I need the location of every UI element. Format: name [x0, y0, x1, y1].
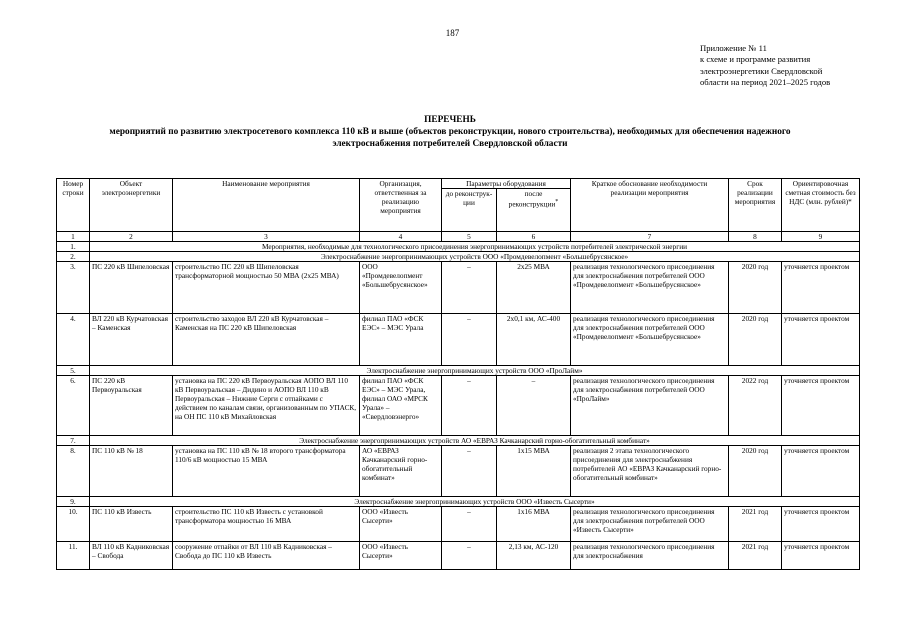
cell-measure: установка на ПС 220 кВ Первоуральская АОПО ВЛ 110 кВ Первоуральская – Дидино и АОПО ВЛ 110 кВ Первоуральская – Нижние Серги с отпайками с действием по каналам связи, организованным по УПАСК, на ОН ПС 110 кВ Михайловская — [173, 376, 360, 436]
table-row — [57, 314, 860, 366]
cell-before: – — [442, 446, 497, 497]
cell-deadline: 2021 год — [729, 507, 782, 542]
section-title: Электроснабжение энергопринимающих устройств ООО «Промдевелопмент «Большебрусянское» — [90, 252, 860, 262]
col-number: 3 — [173, 232, 360, 242]
appendix-line: к схеме и программе развития — [700, 54, 811, 65]
cell-object: ПС 220 кВ Первоуральская — [90, 376, 173, 436]
cell-org: ООО «Известь Сысерти» — [360, 507, 442, 542]
col-number: 1 — [57, 232, 90, 242]
cell-justification: реализация технологического присоединения для электроснабжения потребителей ООО «ПроЛайм» — [571, 376, 729, 436]
cell-after: 2х25 МВА — [497, 262, 571, 314]
table-row — [57, 542, 860, 570]
cell-after: 1х16 МВА — [497, 507, 571, 542]
cell-after: – — [497, 376, 571, 436]
cell-cost: уточняется проектом — [782, 376, 860, 436]
cell-object: ВЛ 220 кВ Курчатовская – Каменская — [90, 314, 173, 366]
row-number: 4. — [57, 314, 90, 366]
footnote-mark: * — [555, 199, 559, 205]
row-number: 8. — [57, 446, 90, 497]
header-num: Номер строки — [57, 179, 90, 232]
cell-after: 2х0,1 км, АС-400 — [497, 314, 571, 366]
table-row — [57, 376, 860, 436]
cell-org: филиал ПАО «ФСК ЕЭС» – МЭС Урала, филиал ОАО «МРСК Урала» – «Свердловэнерго» — [360, 376, 442, 436]
row-number: 1. — [57, 242, 90, 252]
cell-justification: реализация технологического присоединения для электроснабжения потребителей ООО «Промдевелопмент «Большебрусянское» — [571, 262, 729, 314]
col-number: 4 — [360, 232, 442, 242]
cell-before: – — [442, 507, 497, 542]
section-title: Электроснабжение энергопринимающих устройств ООО «ПроЛайм» — [90, 366, 860, 376]
cell-deadline: 2020 год — [729, 446, 782, 497]
title-heading: ПЕРЕЧЕНЬ — [424, 115, 476, 125]
column-numbers-row — [57, 232, 860, 242]
header-deadline: Срок реализации мероприятия — [729, 179, 782, 232]
section-row — [57, 497, 860, 507]
header-cost: Ориентировочная сметная стоимость без НДС (млн. рублей)* — [782, 179, 860, 232]
header-org: Организация, ответственная за реализацию мероприятия — [360, 179, 442, 232]
row-number: 7. — [57, 436, 90, 446]
row-number: 9. — [57, 497, 90, 507]
section-row — [57, 436, 860, 446]
cell-deadline: 2022 год — [729, 376, 782, 436]
cell-measure: строительство ПС 110 кВ Известь с установкой трансформатора мощностью 16 МВА — [173, 507, 360, 542]
header-after — [497, 189, 571, 232]
row-number: 3. — [57, 262, 90, 314]
cell-before: – — [442, 262, 497, 314]
cell-deadline: 2021 год — [729, 542, 782, 570]
cell-measure: строительство ПС 220 кВ Шипеловская трансформаторной мощностью 50 МВА (2х25 МВА) — [173, 262, 360, 314]
table-row — [57, 507, 860, 542]
table-row — [57, 446, 860, 497]
document-title — [60, 114, 840, 150]
title-line: электроснабжения потребителей Свердловской области — [332, 139, 568, 149]
cell-cost: уточняется проектом — [782, 446, 860, 497]
header-row — [57, 179, 860, 189]
cell-object: ПС 110 кВ № 18 — [90, 446, 173, 497]
section-title: Электроснабжение энергопринимающих устройств АО «ЕВРАЗ Качканарский горно-обогатительный комбинат» — [90, 436, 860, 446]
section-row — [57, 366, 860, 376]
cell-before: – — [442, 376, 497, 436]
cell-cost: уточняется проектом — [782, 262, 860, 314]
row-number: 11. — [57, 542, 90, 570]
col-number: 6 — [497, 232, 571, 242]
cell-measure: сооружение отпайки от ВЛ 110 кВ Кадниковская – Свобода до ПС 110 кВ Известь — [173, 542, 360, 570]
title-line: мероприятий по развитию электросетевого комплекса 110 кВ и выше (объектов реконструкции, нового строительства), необходимых для обеспечения надежного — [109, 127, 791, 137]
appendix-note — [700, 43, 830, 89]
col-number: 5 — [442, 232, 497, 242]
cell-before: – — [442, 542, 497, 570]
page-number: 187 — [445, 28, 460, 38]
cell-before: – — [442, 314, 497, 366]
col-number: 2 — [90, 232, 173, 242]
section-title: Мероприятия, необходимые для технологического присоединения энергопринимающих устройств потребителей электрической энергии — [90, 242, 860, 252]
cell-object: ПС 110 кВ Известь — [90, 507, 173, 542]
col-number: 9 — [782, 232, 860, 242]
cell-cost: уточняется проектом — [782, 507, 860, 542]
table-row — [57, 262, 860, 314]
cell-org: ООО «Промдевелопмент «Большебрусянское» — [360, 262, 442, 314]
header-justification: Краткое обоснование необходимости реализации мероприятия — [571, 179, 729, 232]
cell-measure: строительство заходов ВЛ 220 кВ Курчатовская – Каменская на ПС 220 кВ Шипеловская — [173, 314, 360, 366]
col-number: 7 — [571, 232, 729, 242]
measures-table — [56, 178, 860, 570]
header-object: Объект электроэнергетики — [90, 179, 173, 232]
header-params: Параметры оборудования — [442, 179, 571, 189]
cell-cost: уточняется проектом — [782, 314, 860, 366]
row-number: 2. — [57, 252, 90, 262]
cell-org: ООО «Известь Сысерти» — [360, 542, 442, 570]
section-title: Электроснабжение энергопринимающих устройств ООО «Известь Сысерти» — [90, 497, 860, 507]
header-after-text: после реконструкции — [508, 189, 556, 209]
row-number: 5. — [57, 366, 90, 376]
cell-deadline: 2020 год — [729, 262, 782, 314]
appendix-line: области на период 2021–2025 годов — [700, 77, 831, 88]
appendix-line: электроэнергетики Свердловской — [700, 65, 823, 76]
cell-object: ПС 220 кВ Шипеловская — [90, 262, 173, 314]
header-measure: Наименование мероприятия — [173, 179, 360, 232]
row-number: 10. — [57, 507, 90, 542]
cell-cost: уточняется проектом — [782, 542, 860, 570]
section-row — [57, 252, 860, 262]
cell-after: 1х15 МВА — [497, 446, 571, 497]
cell-justification: реализация 2 этапа технологического присоединения для электроснабжения потребителей АО «ЕВРАЗ Качканарский горно-обогатительный комбинат» — [571, 446, 729, 497]
cell-after: 2,13 км, АС-120 — [497, 542, 571, 570]
cell-justification: реализация технологического присоединения для электроснабжения потребителей ООО «Известь Сысерти» — [571, 507, 729, 542]
header-before: до реконструк-ции — [442, 189, 497, 232]
section-row — [57, 242, 860, 252]
cell-org: АО «ЕВРАЗ Качканарский горно-обогатительный комбинат» — [360, 446, 442, 497]
cell-org: филиал ПАО «ФСК ЕЭС» – МЭС Урала — [360, 314, 442, 366]
appendix-line: Приложение № 11 — [700, 43, 767, 53]
row-number: 6. — [57, 376, 90, 436]
cell-justification: реализация технологического присоединения для электроснабжения — [571, 542, 729, 570]
cell-measure: установка на ПС 110 кВ № 18 второго трансформатора 110/6 кВ мощностью 15 МВА — [173, 446, 360, 497]
cell-justification: реализация технологического присоединения для электроснабжения потребителей ООО «Промдевелопмент «Большебрусянское» — [571, 314, 729, 366]
cell-deadline: 2020 год — [729, 314, 782, 366]
cell-object: ВЛ 110 кВ Кадниковская – Свобода — [90, 542, 173, 570]
col-number: 8 — [729, 232, 782, 242]
